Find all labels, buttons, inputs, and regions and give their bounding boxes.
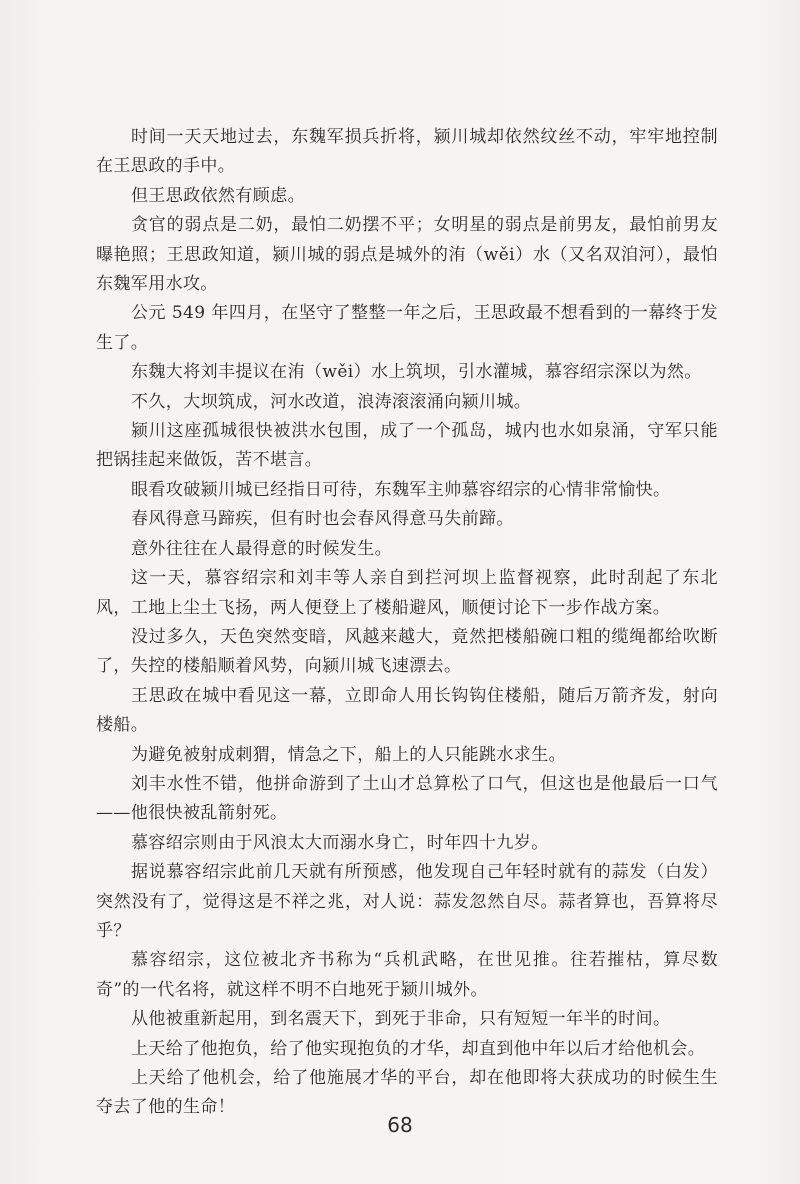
paragraph-10: 意外往往在人最得意的时候发生。: [131, 538, 392, 559]
page-number: 68: [387, 1113, 413, 1137]
paragraph-17: 据说慕容绍宗此前几天就有所预感，他发现自己年轻时就有的蒜发（白发）突然没有了，觉得这是不祥之兆，对人说：蒜发忽然自尽。蒜者算也，吾算将尽乎？: [96, 862, 718, 941]
paragraph-13: 王思政在城中看见这一幕，立即命人用长钩钩住楼船，随后万箭齐发，射向楼船。: [96, 685, 718, 736]
paragraph-7: 颍川这座孤城很快被洪水包围，成了一个孤岛，城内也水如泉涌，守军只能把锅挂起来做饭，苦不堪言。: [96, 421, 718, 471]
paragraph-3: 贪官的弱点是二奶，最怕二奶摆不平；女明星的弱点是前男友，最怕前男友曝艳照；王思政知道，颍川城的弱点是城外的洧（wěi）水（又名双洎河），最怕东魏军用水攻。: [96, 215, 718, 295]
paragraph-11: 这一天，慕容绍宗和刘丰等人亲自到拦河坝上监督视察，此时刮起了东北风，工地上尘土飞扬，两人便登上了楼船避风，顺便讨论下一步作战方案。: [96, 568, 718, 618]
paragraph-15: 刘丰水性不错，他拼命游到了土山才总算松了口气，但这也是他最后一口气——他很快被乱箭射死。: [96, 773, 718, 824]
paragraph-5: 东魏大将刘丰提议在洧（wěi）水上筑坝，引水灌城，慕容绍宗深以为然。: [131, 362, 702, 383]
body-text: [96, 123, 718, 1123]
paragraph-2: 但王思政依然有顾虑。: [131, 185, 305, 206]
paragraph-4: 公元 549 年四月，在坚守了整整一年之后，王思政最不想看到的一幕终于发生了。: [96, 303, 718, 353]
paragraph-16: 慕容绍宗则由于风浪太大而溺水身亡，时年四十九岁。: [131, 832, 549, 853]
paragraph-19: 从他被重新起用，到名震天下，到死于非命，只有短短一年半的时间。: [131, 1009, 671, 1030]
paragraph-14: 为避免被射成刺猬，情急之下，船上的人只能跳水求生。: [131, 744, 566, 765]
paragraph-9: 春风得意马蹄疾，但有时也会春风得意马失前蹄。: [131, 509, 514, 530]
paragraph-1: 时间一天天地过去，东魏军损兵折将，颍川城却依然纹丝不动，牢牢地控制在王思政的手中。: [96, 127, 718, 177]
paragraph-18: 慕容绍宗，这位被北齐书称为“兵机武略，在世见推。往若摧枯，算尽数奇”的一代名将，就这样不明不白地死于颍川城外。: [96, 950, 718, 1000]
paragraph-12: 没过多久，天色突然变暗，风越来越大，竟然把楼船碗口粗的缆绳都给吹断了，失控的楼船顺着风势，向颍川城飞速漂去。: [96, 626, 718, 677]
paragraph-6: 不久，大坝筑成，河水改道，浪涛滚滚涌向颍川城。: [131, 391, 532, 412]
paragraph-20: 上天给了他抱负，给了他实现抱负的才华，却直到他中年以后才给他机会。: [131, 1038, 706, 1059]
paragraph-8: 眼看攻破颍川城已经指日可待，东魏军主帅慕容绍宗的心情非常愉快。: [131, 479, 671, 500]
paragraph-21: 上天给了他机会，给了他施展才华的平台，却在他即将大获成功的时候生生夺去了他的生命！: [96, 1068, 718, 1118]
